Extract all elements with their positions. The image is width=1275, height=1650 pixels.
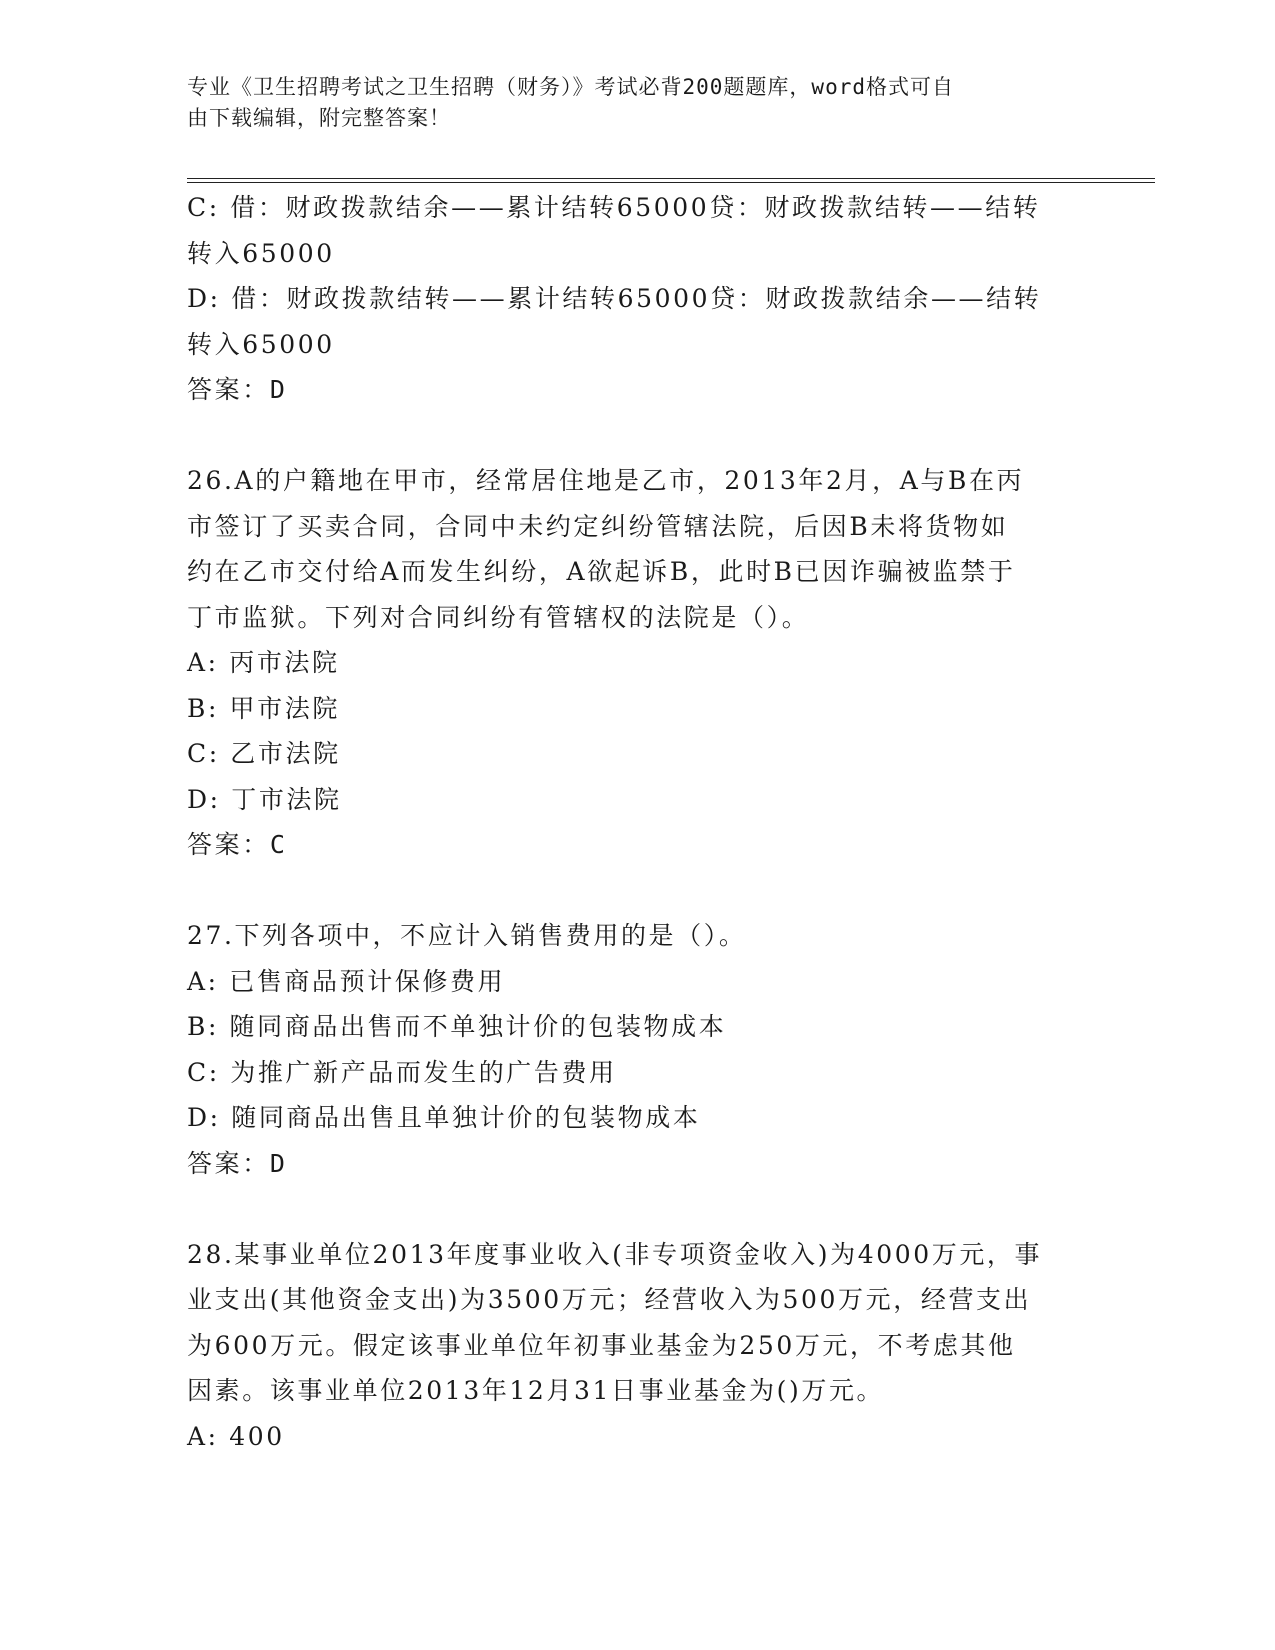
option-c-line-1: C: 借：财政拨款结余——累计结转65000贷：财政拨款结转——结转 (187, 193, 1041, 222)
question-stem-line: 28.某事业单位2013年度事业收入(非专项资金收入)为4000万元，事 (187, 1239, 1043, 1269)
option-a: A: 丙市法院 (187, 648, 340, 677)
question-spacer (187, 413, 1067, 459)
question-26 (187, 458, 1067, 868)
answer-value: C (269, 830, 288, 859)
question-stem-line: 业支出(其他资金支出)为3500万元；经营收入为500万元，经营支出 (187, 1285, 1032, 1314)
answer (187, 1141, 1067, 1187)
option-b: B: 随同商品出售而不单独计价的包装物成本 (187, 1012, 727, 1041)
document-header (187, 72, 1067, 134)
answer-label: 答案： (187, 375, 270, 404)
answer-label: 答案： (187, 1148, 270, 1178)
question-stem-line: 约在乙市交付给A而发生纠纷，A欲起诉B，此时B已因诈骗被监禁于 (187, 557, 1016, 586)
option-d: D: 随同商品出售且单独计价的包装物成本 (187, 1103, 701, 1132)
answer-label: 答案： (187, 830, 270, 859)
option-d-line-2: 转入65000 (187, 329, 335, 359)
header-rule-top (187, 178, 1155, 179)
question-25-continued (187, 185, 1067, 413)
document-body (187, 185, 1067, 1459)
header-line-1: 专业《卫生招聘考试之卫生招聘（财务）》考试必背200题题库，word格式可自 (187, 75, 954, 99)
question-stem-line: 市签订了买卖合同，合同中未约定纠纷管辖法院，后因B未将货物如 (187, 511, 1009, 541)
option-d: D: 丁市法院 (187, 784, 342, 814)
question-stem-line: 丁市监狱。下列对合同纠纷有管辖权的法院是（）。 (187, 602, 810, 632)
question-27 (187, 913, 1067, 1186)
question-spacer (187, 868, 1067, 914)
option-c: C: 为推广新产品而发生的广告费用 (187, 1057, 617, 1087)
question-stem-line: 26.A的户籍地在甲市，经常居住地是乙市，2013年2月，A与B在丙 (187, 466, 1025, 495)
question-stem-line: 为600万元。假定该事业单位年初事业基金为250万元，不考虑其他 (187, 1330, 1016, 1360)
question-28 (187, 1232, 1067, 1460)
header-rule-bottom (187, 182, 1155, 183)
option-c-line-2: 转入65000 (187, 238, 335, 268)
answer (187, 822, 1067, 868)
option-a: A: 已售商品预计保修费用 (187, 966, 506, 996)
option-a: A: 400 (187, 1421, 285, 1451)
answer-value: D (269, 375, 288, 404)
answer-value: D (269, 1148, 288, 1178)
question-stem-line: 27.下列各项中，不应计入销售费用的是（）。 (187, 921, 747, 950)
option-d-line-1: D: 借：财政拨款结转——累计结转65000贷：财政拨款结余——结转 (187, 284, 1042, 313)
question-stem-line: 因素。该事业单位2013年12月31日事业基金为()万元。 (187, 1376, 885, 1405)
answer (187, 367, 1067, 413)
question-spacer (187, 1186, 1067, 1232)
header-line-2: 由下载编辑，附完整答案！ (187, 106, 451, 130)
option-c: C: 乙市法院 (187, 739, 341, 768)
option-b: B: 甲市法院 (187, 693, 340, 723)
